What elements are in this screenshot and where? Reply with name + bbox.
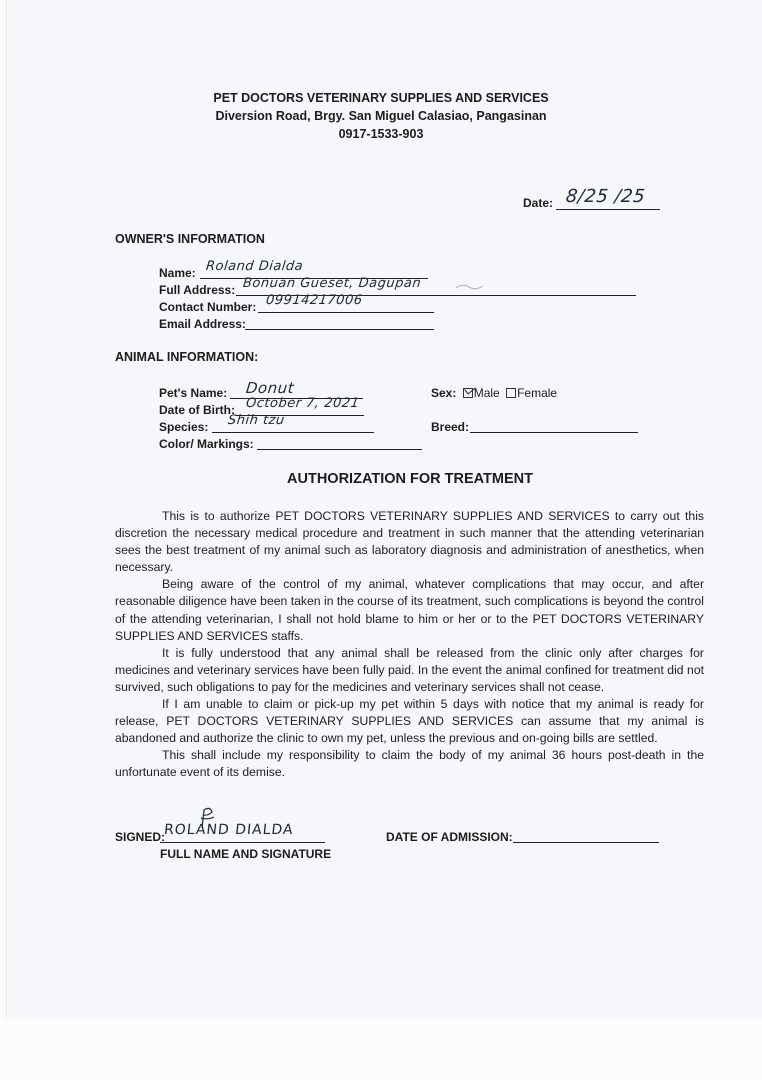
- signature-line: [160, 842, 325, 843]
- admission-date-label: DATE OF ADMISSION:: [386, 830, 513, 844]
- sex-male-label: Male: [473, 386, 500, 400]
- owner-name-value[interactable]: Roland Dialda: [205, 259, 304, 274]
- pet-dob-label: Date of Birth:: [159, 403, 235, 417]
- pet-species-value[interactable]: Shih tzu: [227, 413, 286, 428]
- authorization-paragraph: If I am unable to claim or pick-up my pet within 5 days with notice that my animal is ready for release, PET DOCTORS VETERINARY SUPPLIES AND SERVICES can assume that my animal is abandoned and authorize the clinic to own my pet, unless the previous and on-going bills are settled.: [115, 697, 704, 746]
- date-value[interactable]: 8/25 /25: [564, 186, 647, 207]
- owner-name-label: Name:: [159, 266, 196, 280]
- sex-female-label: Female: [517, 386, 558, 400]
- pet-name-value[interactable]: Donut: [245, 379, 296, 397]
- owner-contact-line: [258, 312, 434, 313]
- company-phone: 0917-1533-903: [338, 127, 424, 141]
- signature-value[interactable]: ROLAND DIALDA: [163, 822, 295, 838]
- date-label: Date:: [523, 196, 554, 210]
- owner-heading: OWNER'S INFORMATION: [115, 232, 265, 246]
- authorization-paragraph: It is fully understood that any animal shall be released from the clinic only after charges for medicines and veterinary services have been fully paid. In the event the animal confined for treatment did not survived, such obligations to pay for the medicines and veterinary services shall not cease.: [115, 645, 704, 694]
- pet-breed-line: [470, 432, 638, 433]
- owner-address-label: Full Address:: [159, 283, 236, 297]
- pet-sex-label: Sex:: [431, 386, 457, 400]
- authorization-title: AUTHORIZATION FOR TREATMENT: [287, 471, 533, 487]
- pet-species-label: Species:: [159, 420, 209, 434]
- pet-color-line: [257, 449, 422, 450]
- sex-female-checkbox[interactable]: [506, 388, 516, 398]
- owner-address-value[interactable]: Bonuan Gueset, Dagupan: [242, 276, 422, 291]
- authorization-paragraph: This is to authorize PET DOCTORS VETERINARY SUPPLIES AND SERVICES to carry out this discretion the necessary medical procedure and treatment in such manner that the attending veterinarian sees the best treatment of my animal such as laboratory diagnosis and administration of anesthetics, when necessary.: [115, 509, 704, 575]
- sex-male-checkbox[interactable]: [463, 388, 473, 398]
- pet-sex-field: [431, 386, 557, 400]
- owner-email-line: [245, 329, 434, 330]
- authorization-body: [115, 508, 704, 782]
- admission-date-line: [513, 842, 659, 843]
- pet-species-line: [212, 432, 374, 433]
- authorization-paragraph: This shall include my responsibility to claim the body of my animal 36 hours post-death in the unfortunate event of its demise.: [115, 748, 704, 780]
- signature-caption: FULL NAME AND SIGNATURE: [160, 847, 332, 861]
- pet-breed-label: Breed:: [431, 420, 470, 434]
- signed-label: SIGNED:: [115, 830, 166, 844]
- pen-stroke-mark: [455, 282, 485, 292]
- owner-email-label: Email Address:: [159, 317, 246, 331]
- company-address: Diversion Road, Brgy. San Miguel Calasiao, Pangasinan: [215, 109, 547, 123]
- pet-name-label: Pet's Name:: [159, 386, 228, 400]
- pet-dob-value[interactable]: October 7, 2021: [245, 396, 361, 411]
- owner-contact-value[interactable]: 09914217006: [265, 293, 364, 308]
- company-name: PET DOCTORS VETERINARY SUPPLIES AND SERVICES: [213, 91, 549, 105]
- authorization-paragraph: Being aware of the control of my animal, whatever complications that may occur, and after reasonable diligence have been taken in the course of its treatment, such complications is beyond the control of the attending veterinarian, I shall not hold blame to him or her or to the PET DOCTORS VETERINARY SUPPLIES AND SERVICES staffs.: [115, 577, 704, 643]
- date-line: [556, 209, 660, 210]
- owner-contact-label: Contact Number:: [159, 300, 257, 314]
- pet-color-label: Color/ Markings:: [159, 437, 254, 451]
- animal-heading: ANIMAL INFORMATION:: [115, 350, 259, 364]
